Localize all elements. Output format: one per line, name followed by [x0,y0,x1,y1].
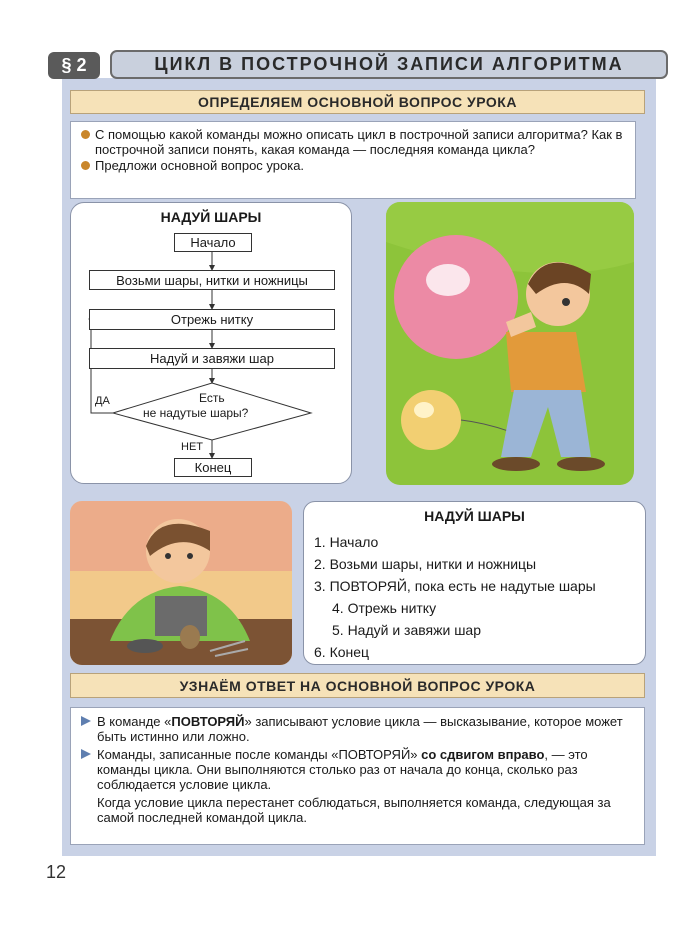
algorithm-item: 6. Конец [314,644,370,660]
algorithm-item: 2. Возьми шары, нитки и ножницы [314,556,537,572]
bullet-dot-icon [81,161,90,170]
answer-text: Когда условие цикла перестанет соблюдаться, выполняется команда, следующая за самой последней командой цикла. [97,795,611,825]
flow-start: Начало [174,233,252,252]
algorithm-item: 3. ПОВТОРЯЙ, пока есть не надутые шары [314,578,596,594]
question-box [70,121,636,199]
answer-paragraph [81,795,636,825]
arrow-right-icon [81,749,91,759]
flow-step-take: Возьми шары, нитки и ножницы [89,270,335,290]
question-item [81,127,627,157]
flow-condition-line-1: Есть [199,391,225,405]
algorithm-panel [303,501,646,665]
arrow-right-icon [81,716,91,726]
answer-paragraph [81,714,636,744]
answer-text: В команде « [97,714,172,729]
page-title: ЦИКЛ В ПОСТРОЧНОЙ ЗАПИСИ АЛГОРИТМА [110,50,668,79]
answer-text: , — это команды цикла. Они выполняются столько раз от начала до конца, сколько раз соблюдается условие цикла. [97,747,588,792]
flow-condition-line-2: не надутые шары? [143,406,249,420]
flowchart-panel [70,202,352,484]
bullet-dot-icon [81,130,90,139]
flow-step-cut: Отрежь нитку [89,309,335,330]
question-item [81,158,627,173]
answer-paragraph [81,747,636,792]
answer-box [70,707,645,845]
flow-no-label: НЕТ [181,441,203,453]
answer-heading: УЗНАЁМ ОТВЕТ НА ОСНОВНОЙ ВОПРОС УРОКА [70,673,645,698]
flow-yes-label: ДА [95,395,110,407]
algorithm-item: 5. Надуй и завяжи шар [332,622,481,638]
algorithm-item: 1. Начало [314,534,379,550]
question-text: С помощью какой команды можно описать цикл в построчной записи алгоритма? Как в построчной записи понять, какая команда — последняя команда цикла? [95,127,623,157]
boy-at-table-illustration [70,501,292,665]
intro-heading: ОПРЕДЕЛЯЕМ ОСНОВНОЙ ВОПРОС УРОКА [70,90,645,114]
answer-text: » записывают условие цикла — высказывание, которое может быть истинно или ложно. [97,714,623,744]
answer-text: Команды, записанные после команды «ПОВТОРЯЙ» [97,747,422,762]
flow-end: Конец [174,458,252,477]
flowchart-title: НАДУЙ ШАРЫ [160,209,262,225]
answer-keyword: ПОВТОРЯЙ [171,714,245,729]
flow-step-inflate: Надуй и завяжи шар [89,348,335,369]
question-text: Предложи основной вопрос урока. [95,158,305,173]
balloon-boy-illustration [386,202,634,485]
answer-keyword: со сдвигом вправо [421,747,545,762]
section-badge: § 2 [48,52,100,79]
algorithm-title: НАДУЙ ШАРЫ [424,508,525,524]
algorithm-item: 4. Отрежь нитку [332,600,437,616]
page-number: 12 [46,862,67,882]
